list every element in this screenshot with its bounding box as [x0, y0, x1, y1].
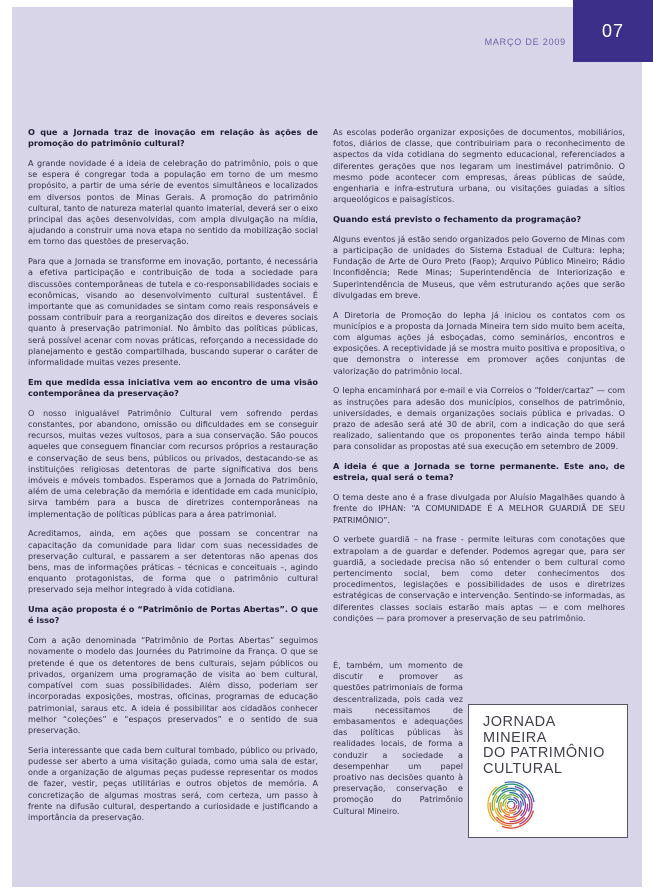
logo-line: JORNADA [483, 714, 556, 730]
fingerprint-arc [508, 801, 513, 803]
jornada-logo-wordmark [483, 715, 623, 777]
page-border-left [0, 0, 12, 895]
body-paragraph: Para que a Jornada se transforme em inovação, portanto, é necessária a efetiva participação e contribuição de toda a sociedade para discussões contemporâneas de tutela e co-responsabilidades sociais e econômicas, visando ao desenvolvimento cultural sustentável. É importante que as comunidades se sintam como reais responsáveis e possam contribuir para a reorganização dos direitos e deveres sociais quanto à preservação patrimonial. No âmbito das políticas públicas, será possível acenar com novas práticas, reforçando a necessidade do planejamento e gestão compartilhada, buscando superar o caráter de informalidade muitas vezes presente. [28, 256, 318, 368]
page-border-top [0, 0, 653, 7]
logo-line: DO PATRIMÔNIO [483, 745, 605, 761]
logo-line: MINEIRA [483, 729, 547, 746]
section-heading: O que a Jornada traz de inovação em relação às ações de promoção do patrimônio cultural? [28, 127, 318, 149]
page-number: 07 [573, 0, 653, 62]
section-heading: A ideia é que a Jornada se torne permanente. Este ano, de estreia, qual será o tema? [333, 461, 625, 483]
body-paragraph: As escolas poderão organizar exposições de documentos, mobiliários, fotos, diários de classe, que contribuiriam para o reconhecimento de aspectos da vida cotidiana do segmento educacional, referenciados a diferentes gerações que nos legaram um inestimável patrimônio. O mesmo pode acontecer com empresas, áreas públicas de saúde, engenharia e infra-estrutura urbana, ou visitações guiadas a sítios arqueológicos e paisagísticos. [333, 127, 625, 205]
jornada-logo-box [468, 704, 628, 838]
body-paragraph: O tema deste ano é a frase divulgada por Aluísio Magalhães quando à frente do IPHAN: “A COMUNIDADE É A MELHOR GUARDIÃ DE SEU PATRIMÔNIO”. [333, 492, 625, 525]
logo-line: CULTURAL [483, 760, 563, 777]
left-article-column [28, 127, 318, 832]
fingerprint-arc [505, 782, 534, 802]
body-paragraph: O verbete guardiã – na frase - permite leituras com conotações que extrapolam a de guardar e defender. Podemos agregar que, para ser guardiã, a sociedade precisa não só entender o bem cultural como pertencimento social, bem como deter conhecimentos dos procedimentos, legislações e possibilidades de usos e diretrizes estratégicas de conservação e intervenção. Sentindo-se informadas, as diferentes classes sociais estarão mais aptas — e com melhores condições — para promover a preservação de seu patrimônio. [333, 534, 625, 623]
body-paragraph: Alguns eventos já estão sendo organizados pelo Governo de Minas com a participação de unidades do Sistema Estadual de Cultura: Iepha; Fundação de Arte de Ouro Preto (Faop); Arquivo Público Mineiro; Rádio Inconfidência; Rede Minas; Superintendência de Interiorização e Superintendência de Museus, que vêm estruturando ações que serão divulgadas em breve. [333, 233, 625, 300]
fingerprint-arc [513, 803, 515, 808]
body-paragraph: A Diretoria de Promoção do Iepha já iniciou os contatos com os municípios e a proposta da Jornada Mineira tem sido muito bem aceita, com algumas ações já esboçadas, como seminários, encontros e exposições. A receptividade já se mostra muito positiva e propositiva, o que demonstra o interesse em promover ações conjuntas de valorização do patrimônio local. [333, 309, 625, 376]
body-paragraph: Seria interessante que cada bem cultural tombado, público ou privado, pudesse ser aberto a uma visitação guiada, como uma sala de estar, onde a organização de algumas peças pudesse representar os modos de fazer, vestir, peças utilitárias e outros objetos de memória. A concretização de algumas mostras será, com certeza, um passo à frente na difusão cultural, despertando a curiosidade e justificando a importância da preservação. [28, 744, 318, 822]
section-heading: Uma ação proposta é o “Patrimônio de Portas Abertas”. O que é isso? [28, 604, 318, 626]
fingerprint-arc [507, 805, 511, 808]
section-heading: Quando está previsto o fechamento da programação? [333, 214, 582, 225]
page-border-right [642, 0, 653, 895]
page-border-bottom [0, 887, 653, 895]
closing-paragraph: É, também, um momento de discutir e promover as questões patrimoniais de forma descentralizada, pois cada vez mais necessitamos de embasamentos e adequações das políticas públicas às realidades locais, de forma a conduzir a sociedade a desempenhar um papel proativo nas decisões quanto à preservação, conservação e promoção do Patrimônio Cultural Mineiro. [333, 660, 463, 816]
body-paragraph: O nosso inigualável Patrimônio Cultural vem sofrendo perdas constantes, por abandono, omissão ou dificuldades em se conseguir recursos, muitas vezes vultosos, para a sua conservação. São poucos aqueles que conseguem financiar com recursos próprios a restauração e conservação de seus bens, públicos ou privados, destacando-se as instituições religiosas detentoras de parte significativa dos bens imóveis e móveis tombados. Esperamos que a Jornada do Patrimônio, além de uma celebração da memória e identidade em cada município, sirva também para a busca de diretrizes contemporâneas na implementação de políticas públicas para a área patrimonial. [28, 407, 318, 519]
body-paragraph: Acreditamos, ainda, em ações que possam se concentrar na capacitação da comunidade para lidar com suas necessidades de preservação cultural, e passarem a ser detentoras não apenas dos bens, mas de informações práticas – técnicas e conceituais –, agindo enquanto protagonistas, de forma que o patrimônio cultural preservado seja melhor integrado à vida cotidiana. [28, 528, 318, 595]
body-paragraph: A grande novidade é a ideia de celebração do patrimônio, pois o que se espera é congregar toda a população em torno de um mesmo propósito, a partir de uma série de eventos simultâneos e localizados em diversos pontos de Minas Gerais. A promoção do patrimônio cultural, tanto de natureza material quanto imaterial, deverá ser o eixo principal das ações desenvolvidas, com ampla divulgação na mídia, ajudando a construir uma nova etapa no sentido da mobilização social em torno das questões de preservação. [28, 158, 318, 247]
issue-date: MARÇO DE 2009 [484, 37, 566, 47]
body-paragraph: Com a ação denominada “Patrimônio de Portas Abertas” seguimos novamente o modelo das Journées du Patrimoine da França. O que se pretende é que os detentores de bens culturais, sejam públicos ou privados, organizem uma programação de visita ao bem cultural, compatível com suas possibilidades. Além disso, poderiam ser incorporadas exposições, mostras, oficinas, programas de educação patrimonial, saraus etc. A ideia é possibilitar aos cidadãos conhecer melhor “coleções” e “espaços preservados” e o sentido de sua preservação. [28, 635, 318, 735]
fingerprint-logo-icon [483, 777, 539, 833]
right-article-column [333, 127, 625, 633]
section-heading: Em que medida essa iniciativa vem ao encontro de uma visão contemporânea da preservação? [28, 376, 318, 399]
body-paragraph: O Iepha encaminhará por e-mail e via Correios o “folder/cartaz” — com as instruções para adesão dos municípios, conselhos de patrimônio, universidades, e demais organizações sociais pública e privadas. O prazo de adesão será até 30 de abril, com a indicação do que será realizado, salientando que os proponentes terão ainda tempo hábil para consolidar as propostas até sua execução em setembro de 2009. [333, 385, 625, 452]
